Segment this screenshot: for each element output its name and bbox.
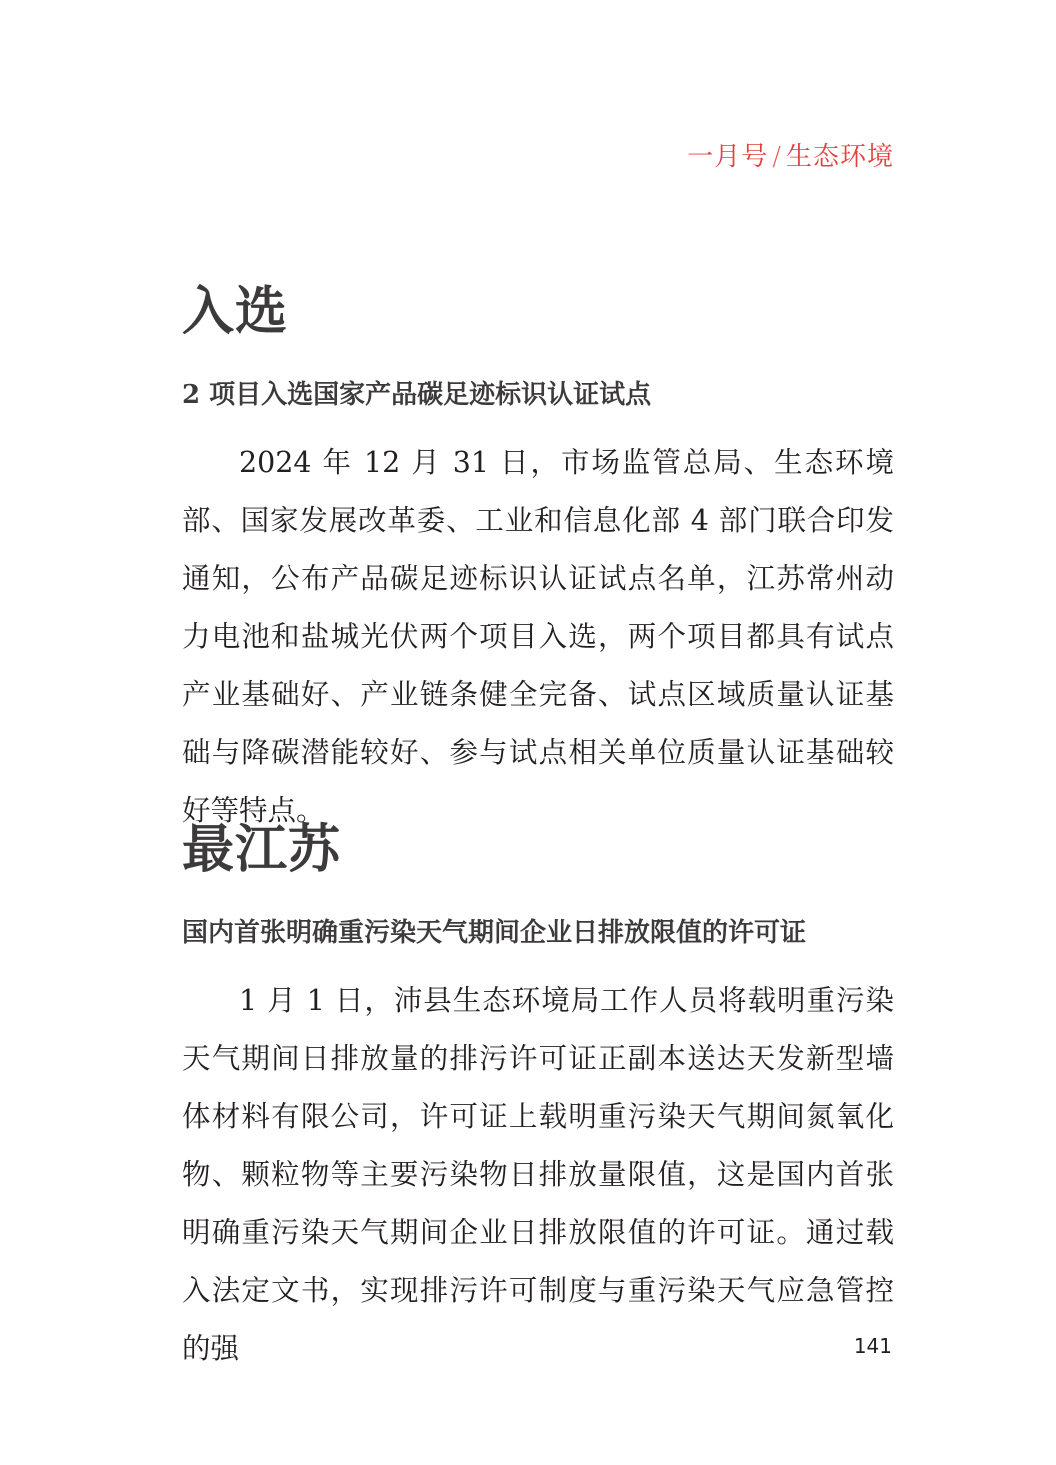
- page-number: 141: [853, 1334, 892, 1358]
- article-paragraph: 2024 年 12 月 31 日，市场监管总局、生态环境部、国家发展改革委、工业和信息化部 4 部门联合印发通知，公布产品碳足迹标识认证试点名单，江苏常州动力电池和盐城光伏两个项目入选，两个项目都具有试点产业基础好、产业链条健全完备、试点区域质量认证基础与降碳潜能较好、参与试点相关单位质量认证基础较好等特点。: [182, 446, 894, 827]
- article-title: 国内首张明确重污染天气期间企业日排放限值的许可证: [182, 918, 807, 948]
- article-paragraph: 1 月 1 日，沛县生态环境局工作人员将载明重污染天气期间日排放量的排污许可证正副本送达天发新型墙体材料有限公司，许可证上载明重污染天气期间氮氧化物、颗粒物等主要污染物日排放量限值，这是国内首张明确重污染天气期间企业日排放限值的许可证。通过载入法定文书，实现排污许可制度与重污染天气应急管控的强: [182, 984, 894, 1365]
- issue-label: 一月号: [687, 142, 769, 172]
- running-head: [687, 136, 894, 173]
- section-best-jiangsu: [182, 820, 894, 1378]
- section-selected: [182, 282, 894, 840]
- column-label: 生态环境: [785, 142, 894, 172]
- running-head-separator: /: [772, 142, 782, 172]
- section-heading: 入选: [182, 282, 289, 342]
- article-title: 2 项目入选国家产品碳足迹标识认证试点: [182, 380, 652, 410]
- section-heading: 最江苏: [182, 820, 342, 880]
